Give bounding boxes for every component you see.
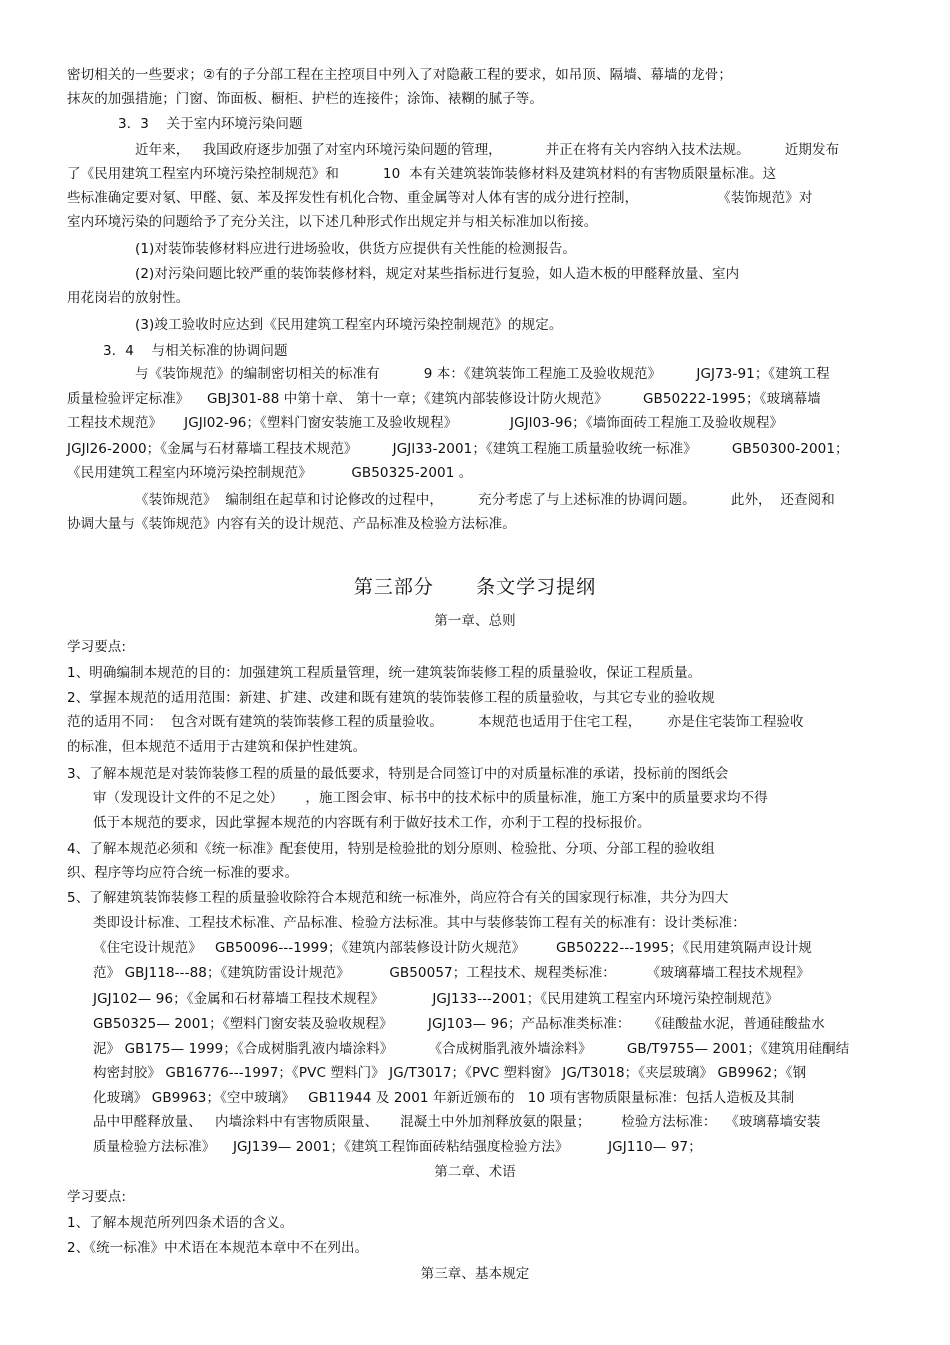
list-item: (2)对污染问题比较严重的装饰装修材料，规定对某些指标进行复验，如人造木板的甲醛释放量、室内 <box>135 266 740 282</box>
list-item: 2、《统一标准》中术语在本规范本章中不在列出。 <box>67 1240 369 1256</box>
section-heading-3-3: 3．3 关于室内环境污染问题 <box>118 116 303 132</box>
study-label: 学习要点: <box>67 639 127 655</box>
list-item: 织、程序等均应符合统一标准的要求。 <box>67 865 299 881</box>
list-item: 类即设计标准、工程技术标准、产品标准、检验方法标准。其中与装修装饰工程有关的标准有：设计类标准： <box>93 915 746 931</box>
list-item: 品中甲醛释放量、 内墙涂料中有害物质限量、 混凝土中外加剂释放氨的限量； 检验方法标准： 《玻璃幕墙安装 <box>93 1114 821 1130</box>
list-item: 低于本规范的要求，因此掌握本规范的内容既有利于做好技术工作，亦利于工程的投标报价。 <box>93 815 651 831</box>
list-item: 范的适用不同： 包含对既有建筑的装饰装修工程的质量验收。 本规范也适用于住宅工程， 亦是住宅装饰工程验收 <box>67 714 804 730</box>
list-item: 范》 GBJ118---88；《建筑防雷设计规范》 GB50057；工程技术、规程类标准： 《玻璃幕墙工程技术规程》 <box>93 965 810 981</box>
list-item: 1、明确编制本规范的目的：加强建筑工程质量管理，统一建筑装饰装修工程的质量验收，保证工程质量。 <box>67 665 702 681</box>
list-item: 《住宅设计规范》 GB50096---1999；《建筑内部装修设计防火规范》 GB50222---1995；《民用建筑隔声设计规 <box>93 940 812 956</box>
chapter-title: 第三章、基本规定 <box>420 1266 530 1282</box>
intro-line: 抹灰的加强措施；门窗、饰面板、橱柜、护栏的连接件；涂饰、裱糊的腻子等。 <box>67 91 543 107</box>
paragraph-line: 了《民用建筑工程室内环境污染控制规范》和 10 本有关建筑装饰装修材料及建筑材料的有害物质限量标准。这 <box>67 166 777 182</box>
section-heading-3-4: 3．4 与相关标准的协调问题 <box>103 343 288 359</box>
paragraph-line: 近年来， 我国政府逐步加强了对室内环境污染问题的管理， 并正在将有关内容纳入技术法规。 近期发布 <box>135 142 840 158</box>
list-item: 2、掌握本规范的适用范围：新建、扩建、改建和既有建筑的装饰装修工程的质量验收，与其它专业的验收规 <box>67 690 715 706</box>
list-item: 审（发现设计文件的不足之处） ，施工图会审、标书中的技术标中的质量标准，施工方案中的质量要求均不得 <box>93 790 768 806</box>
paragraph-line: 与《装饰规范》的编制密切相关的标准有 9 本：《建筑装饰工程施工及验收规范》 JGJ73-91；《建筑工程 <box>135 366 830 382</box>
paragraph-line: 《装饰规范》 编制组在起草和讨论修改的过程中， 充分考虑了与上述标准的协调问题。 此外， 还查阅和 <box>135 492 835 508</box>
paragraph-line: 质量检验评定标准》 GBJ301-88 中第十章、 第十一章；《建筑内部装修设计防火规范》 GB50222-1995；《玻璃幕墙 <box>67 391 821 407</box>
list-item: 3、了解本规范是对装饰装修工程的质量的最低要求，特别是合同签订中的对质量标准的承诺，投标前的图纸会 <box>67 766 729 782</box>
list-item: 泥》 GB175— 1999；《合成树脂乳液内墙涂料》 《合成树脂乳液外墙涂料》 GB/T9755— 2001；《建筑用硅酮结 <box>93 1041 850 1057</box>
list-item: 5、了解建筑装饰装修工程的质量验收除符合本规范和统一标准外，尚应符合有关的国家现行标准，共分为四大 <box>67 890 729 906</box>
list-item: 构密封胶》 GB16776---1997；《PVC 塑料门》 JG/T3017；《PVC 塑料窗》 JG/T3018；《夹层玻璃》 GB9962；《钢 <box>93 1065 807 1081</box>
list-item: (3)竣工验收时应达到《民用建筑工程室内环境污染控制规范》的规定。 <box>135 317 563 333</box>
list-item: 1、了解本规范所列四条术语的含义。 <box>67 1215 294 1231</box>
list-item: 4、了解本规范必须和《统一标准》配套使用，特别是检验批的划分原则、检验批、分项、分部工程的验收组 <box>67 841 715 857</box>
chapter-title: 第一章、总则 <box>434 613 516 629</box>
list-item: 化玻璃》 GB9963；《空中玻璃》 GB11944 及 2001 年新近颁布的 10 项有害物质限量标准：包括人造板及其制 <box>93 1090 795 1106</box>
paragraph-line: 室内环境污染的问题给予了充分关注，以下述几种形式作出规定并与相关标准加以衔接。 <box>67 214 598 230</box>
study-label: 学习要点: <box>67 1189 127 1205</box>
paragraph-line: 些标准确定要对氡、甲醛、氨、苯及挥发性有机化合物、重金属等对人体有害的成分进行控制， 《装饰规范》对 <box>67 190 813 206</box>
paragraph-line: 《民用建筑工程室内环境污染控制规范》 GB50325-2001 。 <box>67 465 473 481</box>
chapter-title: 第二章、术语 <box>434 1164 516 1180</box>
list-item: 的标准，但本规范不适用于古建筑和保护性建筑。 <box>67 739 367 755</box>
paragraph-line: 协调大量与《装饰规范》内容有关的设计规范、产品标准及检验方法标准。 <box>67 516 516 532</box>
list-item: GB50325— 2001；《塑料门窗安装及验收规程》 JGJ103— 96；产品标准类标准： 《硅酸盐水泥，普通硅酸盐水 <box>93 1016 825 1032</box>
intro-line: 密切相关的一些要求；②有的子分部工程在主控项目中列入了对隐蔽工程的要求，如吊顶、隔墙、幕墙的龙骨； <box>67 67 733 83</box>
list-item: 用花岗岩的放射性。 <box>67 290 190 306</box>
list-item: (1)对装饰装修材料应进行进场验收，供货方应提供有关性能的检测报告。 <box>135 241 577 257</box>
paragraph-line: 工程技术规范》 JGJl02-96；《塑料门窗安装施工及验收规程》 JGJl03-96；《墙饰面砖工程施工及验收规程》 <box>67 415 784 431</box>
list-item: 质量检验方法标准》 JGJ139— 2001；《建筑工程饰面砖粘结强度检验方法》 JGJ110— 97； <box>93 1139 702 1155</box>
part-title: 第三部分 条文学习提纲 <box>353 576 597 598</box>
list-item: JGJ102— 96；《金属和石材幕墙工程技术规程》 JGJ133---2001；《民用建筑工程室内环境污染控制规范》 <box>93 991 779 1007</box>
paragraph-line: JGJl26-2000；《金属与石材幕墙工程技术规范》 JGJl33-2001；《建筑工程施工质量验收统一标准》 GB50300-2001； <box>67 441 849 457</box>
